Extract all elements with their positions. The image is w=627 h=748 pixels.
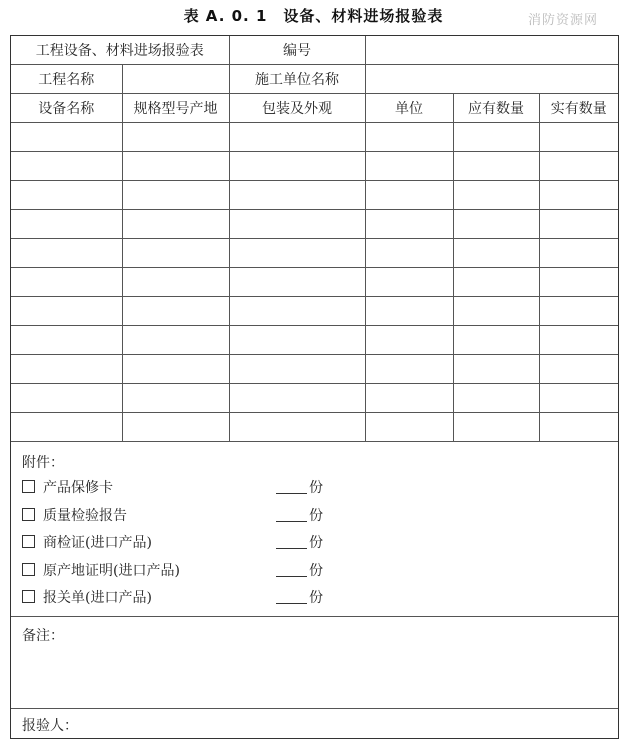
column-header: 应有数量 <box>453 94 539 123</box>
table-cell[interactable] <box>539 210 618 239</box>
table-cell[interactable] <box>539 384 618 413</box>
project-name-label: 工程名称 <box>11 65 122 94</box>
checkbox-icon[interactable] <box>22 508 35 521</box>
table-cell[interactable] <box>453 413 539 442</box>
table-cell[interactable] <box>539 413 618 442</box>
table-cell[interactable] <box>365 181 453 210</box>
project-name-value[interactable] <box>122 65 229 94</box>
remarks-label: 备注： <box>22 628 64 644</box>
table-cell[interactable] <box>11 268 122 297</box>
table-cell[interactable] <box>453 384 539 413</box>
copies-blank[interactable] <box>276 562 307 577</box>
copies-field[interactable] <box>276 533 323 553</box>
table-cell[interactable] <box>229 268 365 297</box>
attachment-label: 产品保修卡 <box>43 480 113 496</box>
table-cell[interactable] <box>365 268 453 297</box>
table-cell[interactable] <box>365 326 453 355</box>
table-row <box>11 181 618 210</box>
table-cell[interactable] <box>11 413 122 442</box>
table-row <box>11 326 618 355</box>
table-cell[interactable] <box>11 152 122 181</box>
attachment-label: 质量检验报告 <box>43 507 127 524</box>
table-cell[interactable] <box>365 384 453 413</box>
table-cell[interactable] <box>11 210 122 239</box>
table-row <box>11 297 618 326</box>
table-cell[interactable] <box>229 413 365 442</box>
attachment-item[interactable] <box>22 478 422 498</box>
table-cell[interactable] <box>122 413 229 442</box>
table-cell[interactable] <box>122 268 229 297</box>
contractor-value[interactable] <box>365 65 618 94</box>
table-row <box>11 239 618 268</box>
copies-blank[interactable] <box>276 479 307 494</box>
copies-blank[interactable] <box>276 589 307 604</box>
column-header: 实有数量 <box>539 94 618 123</box>
table-cell[interactable] <box>122 326 229 355</box>
attachment-item[interactable] <box>22 506 422 526</box>
attachment-item[interactable] <box>22 561 422 581</box>
copies-unit: 份 <box>309 507 323 524</box>
copies-unit: 份 <box>309 535 323 551</box>
table-cell[interactable] <box>453 268 539 297</box>
table-cell[interactable] <box>365 239 453 268</box>
table-cell[interactable] <box>453 152 539 181</box>
table-cell[interactable] <box>365 355 453 384</box>
form-title-cell: 工程设备、材料进场报验表 <box>11 36 229 65</box>
column-header: 包装及外观 <box>229 94 365 123</box>
copies-field[interactable] <box>276 588 323 608</box>
watermark: 消防资源网 <box>528 13 599 28</box>
table-row <box>11 268 618 297</box>
column-header: 设备名称 <box>11 94 122 123</box>
attachment-label: 原产地证明(进口产品) <box>43 562 180 579</box>
table-cell[interactable] <box>453 326 539 355</box>
copies-unit: 份 <box>309 562 323 579</box>
table-cell[interactable] <box>11 355 122 384</box>
table-cell[interactable] <box>122 355 229 384</box>
table-cell[interactable] <box>453 355 539 384</box>
table-cell[interactable] <box>11 123 122 152</box>
table-cell[interactable] <box>122 152 229 181</box>
table-cell[interactable] <box>539 123 618 152</box>
attachments-section <box>11 441 618 616</box>
table-cell[interactable] <box>229 355 365 384</box>
table-cell[interactable] <box>453 123 539 152</box>
copies-blank[interactable] <box>276 534 307 549</box>
table-cell[interactable] <box>11 384 122 413</box>
inspection-table <box>11 36 618 442</box>
table-cell[interactable] <box>229 123 365 152</box>
table-cell[interactable] <box>365 152 453 181</box>
table-cell[interactable] <box>11 297 122 326</box>
attachment-item[interactable] <box>22 533 422 553</box>
table-cell[interactable] <box>365 123 453 152</box>
table-cell[interactable] <box>539 297 618 326</box>
checkbox-icon[interactable] <box>22 535 35 548</box>
copies-field[interactable] <box>276 561 323 581</box>
remarks-section[interactable] <box>11 616 618 708</box>
table-cell[interactable] <box>365 210 453 239</box>
table-cell[interactable] <box>229 181 365 210</box>
table-cell[interactable] <box>365 297 453 326</box>
attachments-title: 附件： <box>22 455 64 471</box>
table-row <box>11 355 618 384</box>
table-cell[interactable] <box>229 239 365 268</box>
copies-unit: 份 <box>309 480 323 496</box>
table-cell[interactable] <box>122 297 229 326</box>
table-cell[interactable] <box>539 152 618 181</box>
table-cell[interactable] <box>122 239 229 268</box>
table-row <box>11 384 618 413</box>
table-cell[interactable] <box>122 384 229 413</box>
table-cell[interactable] <box>11 181 122 210</box>
checkbox-icon[interactable] <box>22 563 35 576</box>
table-cell[interactable] <box>229 210 365 239</box>
attachment-item[interactable] <box>22 588 422 608</box>
table-cell[interactable] <box>453 239 539 268</box>
table-cell[interactable] <box>453 181 539 210</box>
table-cell[interactable] <box>539 239 618 268</box>
project-row <box>11 65 618 94</box>
copies-field[interactable] <box>276 506 323 526</box>
attachment-label: 报关单(进口产品) <box>43 590 152 606</box>
checkbox-icon[interactable] <box>22 480 35 493</box>
table-cell[interactable] <box>11 326 122 355</box>
form-title-row <box>11 36 618 65</box>
attachment-label: 商检证(进口产品) <box>43 535 152 551</box>
table-cell[interactable] <box>229 152 365 181</box>
table-cell[interactable] <box>229 326 365 355</box>
contractor-label: 施工单位名称 <box>229 65 365 94</box>
table-cell[interactable] <box>229 297 365 326</box>
number-label: 编号 <box>229 36 365 65</box>
table-cell[interactable] <box>453 297 539 326</box>
table-cell[interactable] <box>539 355 618 384</box>
column-header: 单位 <box>365 94 453 123</box>
form-caption: 表 A. 0. 1 设备、材料进场报验表 <box>183 7 444 25</box>
copies-blank[interactable] <box>276 507 307 522</box>
checkbox-icon[interactable] <box>22 590 35 603</box>
number-value[interactable] <box>365 36 618 65</box>
copies-unit: 份 <box>309 590 323 606</box>
table-cell[interactable] <box>453 210 539 239</box>
table-cell[interactable] <box>229 384 365 413</box>
table-cell[interactable] <box>365 413 453 442</box>
table-cell[interactable] <box>122 123 229 152</box>
inspector-section[interactable] <box>11 708 618 738</box>
table-row <box>11 152 618 181</box>
table-row <box>11 123 618 152</box>
table-row <box>11 210 618 239</box>
table-cell[interactable] <box>122 181 229 210</box>
table-cell[interactable] <box>539 268 618 297</box>
inspection-form <box>10 35 619 739</box>
inspector-label: 报验人： <box>22 718 78 734</box>
table-cell[interactable] <box>539 326 618 355</box>
table-cell[interactable] <box>539 181 618 210</box>
table-row <box>11 413 618 442</box>
table-cell[interactable] <box>11 239 122 268</box>
table-cell[interactable] <box>122 210 229 239</box>
column-header-row <box>11 94 618 123</box>
copies-field[interactable] <box>276 478 323 498</box>
column-header: 规格型号产地 <box>122 94 229 123</box>
